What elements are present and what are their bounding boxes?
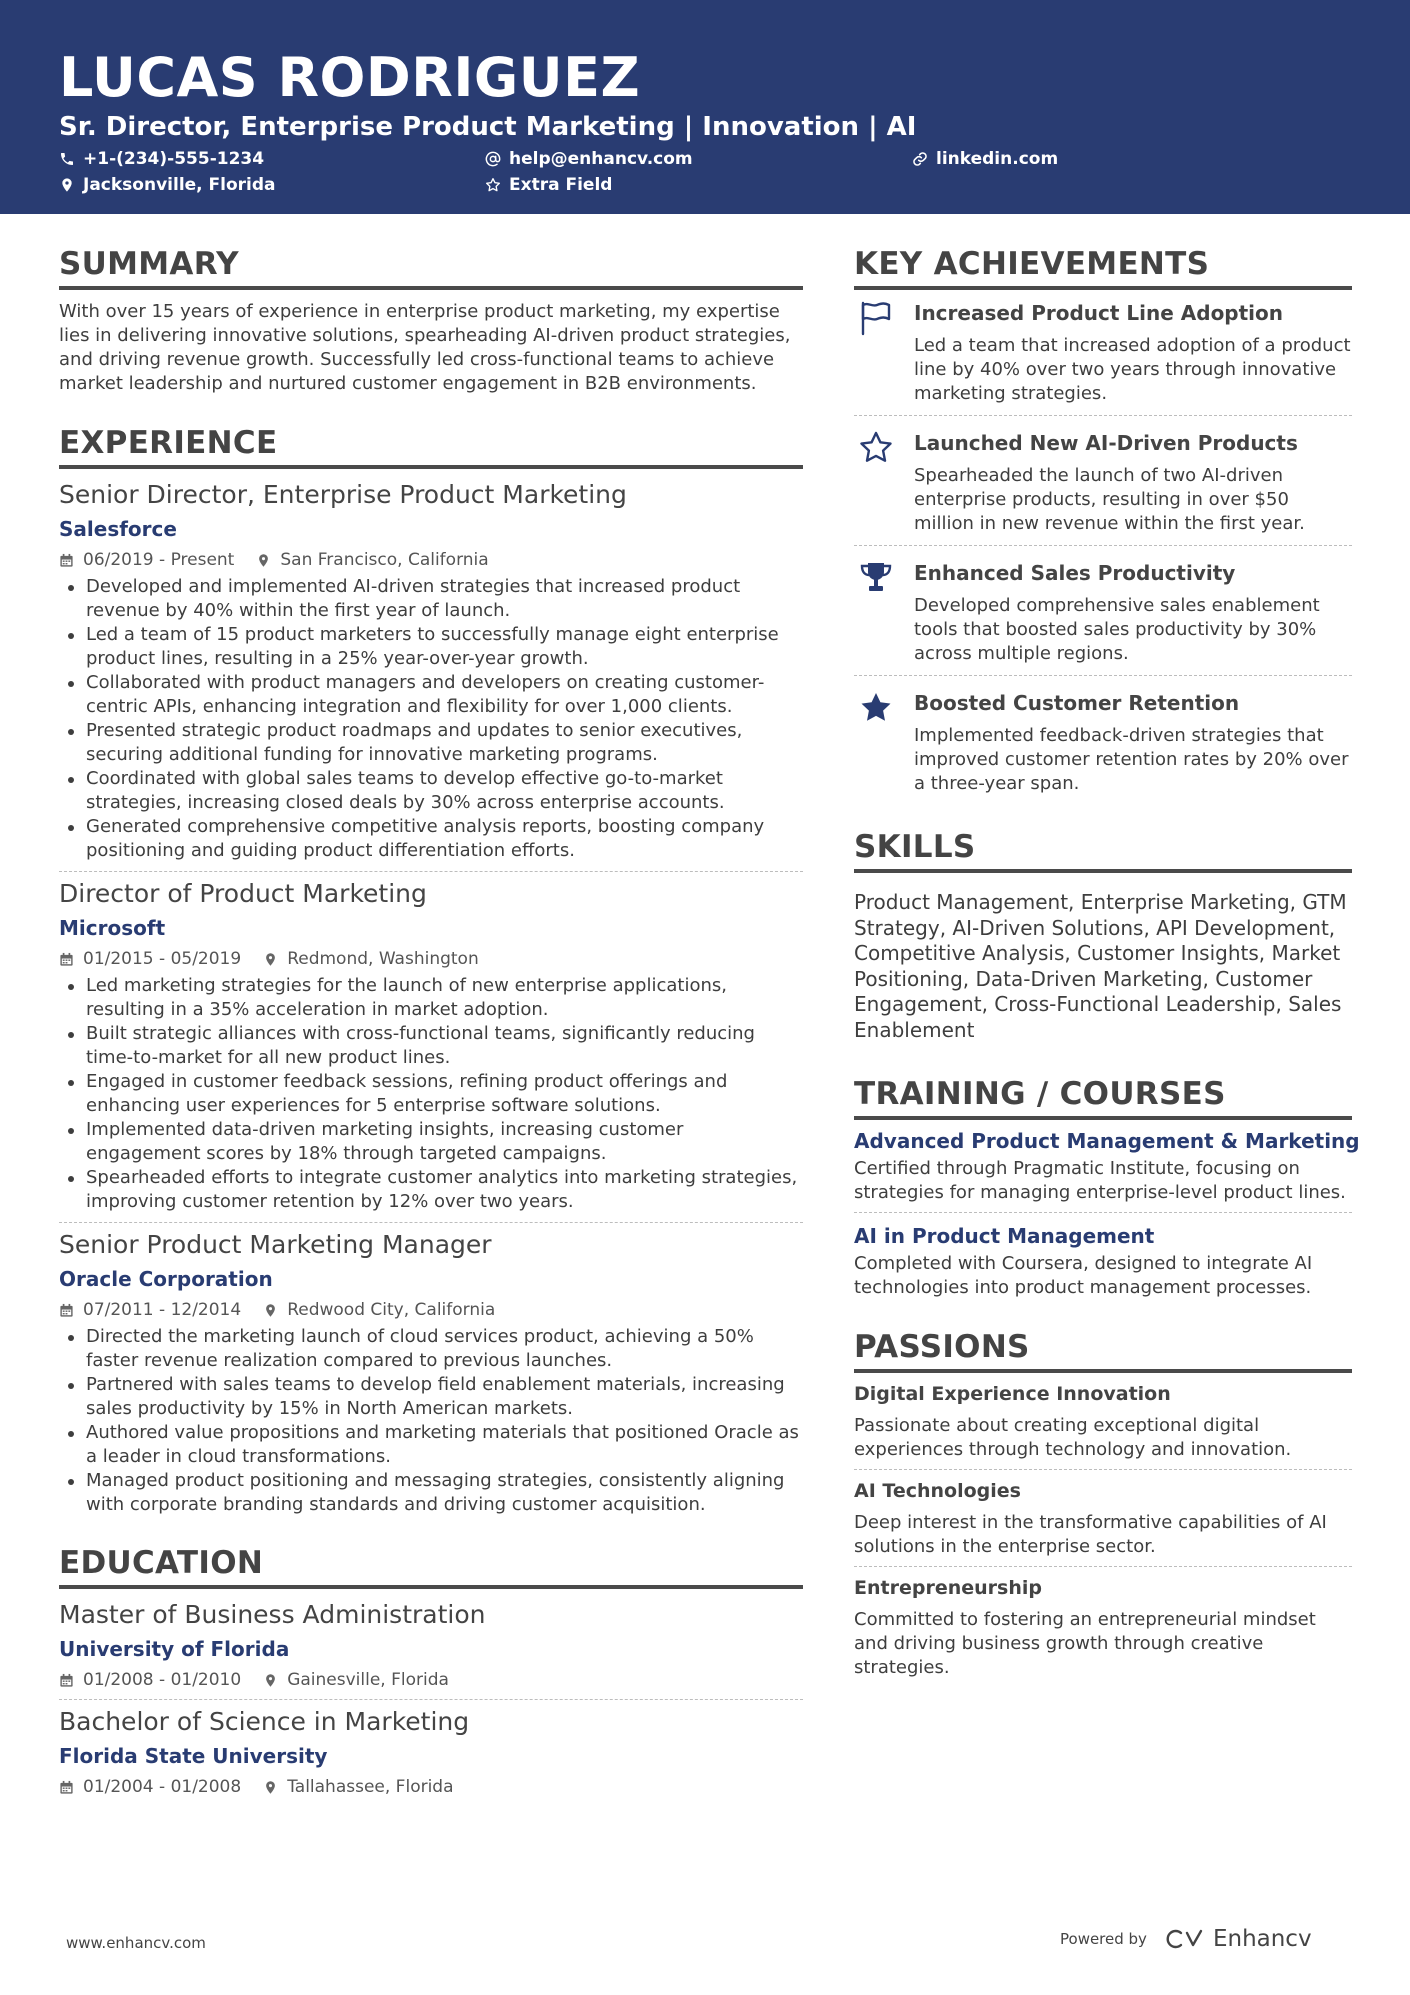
contact-phone [59,148,264,170]
location-pin-icon [59,177,75,193]
achievement-desc: Spearheaded the launch of two AI-driven enterprise products, resulting in over $50 million in new revenue within the first year. [914,465,1305,534]
contact-link[interactable] [912,148,1058,170]
job-meta [59,549,803,571]
experience-item [59,479,803,863]
passion-title: AI Technologies [854,1480,1021,1502]
left-column [59,246,803,1798]
star-filled-icon [858,690,894,726]
job-bullets [59,974,803,1214]
job-bullet: Coordinated with global sales teams to develop effective go-to-market strategies, increasing closed deals by 30% across enterprise accounts. [59,767,803,815]
course-desc: Completed with Coursera, designed to integrate AI technologies into product management processes. [854,1253,1313,1298]
phone-icon [59,151,75,167]
divider [854,1469,1352,1470]
job-bullet: Implemented data-driven marketing insights, increasing customer engagement scores by 18% through targeted campaigns. [59,1118,803,1166]
education-dates: 01/2004 - 01/2008 [83,1777,242,1797]
job-bullet: Presented strategic product roadmaps and updates to senior executives, securing additional funding for innovative marketing programs. [59,719,803,767]
job-dates: 06/2019 - Present [83,550,235,570]
education-location: Tallahassee, Florida [287,1777,454,1797]
company-name: Salesforce [59,517,177,541]
achievement-desc: Implemented feedback-driven strategies that improved customer retention rates by 20% over a three-year span. [914,725,1349,794]
course-item [854,1223,1352,1300]
achievement-item [854,546,1352,675]
contact-location [59,174,276,196]
course-title: AI in Product Management [854,1224,1155,1248]
job-meta [59,948,803,970]
course-title: Advanced Product Management & Marketing [854,1129,1360,1153]
flag-icon [858,300,894,336]
training-title: TRAINING / COURSES [854,1076,1352,1120]
passions-title: PASSIONS [854,1329,1352,1373]
star-outline-icon [485,177,501,193]
skills-title: SKILLS [854,829,1352,873]
skills-text: Product Management, Enterprise Marketing, GTM Strategy, AI-Driven Solutions, API Development, Competitive Analysis, Customer Insights, Market Positioning, Data-Driven Marketing, Customer Engagement, Cross-Functional Leadership, Sales Enablement [854,890,1347,1042]
candidate-headline: Sr. Director, Enterprise Product Marketing | Innovation | AI [59,112,917,142]
degree-name: Master of Business Administration [59,1600,486,1629]
job-location: Redmond, Washington [287,949,479,969]
right-column [854,246,1360,1680]
achievement-item [854,290,1352,415]
education-item [59,1706,803,1798]
job-title: Senior Product Marketing Manager [59,1230,492,1259]
footer-website[interactable]: www.enhancv.com [66,1934,206,1952]
contact-email[interactable] [485,148,693,170]
divider [854,1566,1352,1567]
education-meta [59,1776,803,1798]
calendar-icon [59,553,74,568]
location-pin-icon [263,1780,278,1795]
degree-name: Bachelor of Science in Marketing [59,1707,470,1736]
calendar-icon [59,1303,74,1318]
achievement-desc: Led a team that increased adoption of a product line by 40% over two years through innovative marketing strategies. [914,335,1351,404]
education-meta [59,1669,803,1691]
location-pin-icon [263,952,278,967]
link-text[interactable]: linkedin.com [936,149,1059,169]
job-bullet: Generated comprehensive competitive analysis reports, boosting company positioning and guiding product differentiation efforts. [59,815,803,863]
job-bullet: Engaged in customer feedback sessions, refining product offerings and enhancing user experiences for 5 enterprise software solutions. [59,1070,803,1118]
job-title: Senior Director, Enterprise Product Marketing [59,480,627,509]
education-location: Gainesville, Florida [287,1670,449,1690]
resume-header [0,0,1410,214]
achievement-title: Enhanced Sales Productivity [914,561,1236,585]
education-item [59,1599,803,1691]
job-bullet: Authored value propositions and marketing materials that positioned Oracle as a leader in cloud transformations. [59,1421,803,1469]
job-bullet: Spearheaded efforts to integrate customer analytics into marketing strategies, improving customer retention by 12% over two years. [59,1166,803,1214]
job-location: San Francisco, California [280,550,489,570]
job-bullet: Directed the marketing launch of cloud services product, achieving a 50% faster revenue realization compared to previous launches. [59,1325,803,1373]
school-name: University of Florida [59,1637,290,1661]
achievements-title: KEY ACHIEVEMENTS [854,246,1352,290]
location-text: Jacksonville, Florida [83,175,276,195]
job-location: Redwood City, California [287,1300,496,1320]
location-pin-icon [263,1303,278,1318]
experience-item [59,878,803,1214]
passion-desc: Deep interest in the transformative capabilities of AI solutions in the enterprise sector. [854,1512,1327,1557]
passion-desc: Committed to fostering an entrepreneurial mindset and driving business growth through creative strategies. [854,1609,1316,1678]
achievement-title: Increased Product Line Adoption [914,301,1284,325]
job-bullet: Led marketing strategies for the launch of new enterprise applications, resulting in a 35% acceleration in market adoption. [59,974,803,1022]
job-bullet: Collaborated with product managers and developers on creating customer-centric APIs, enhancing integration and flexibility for over 1,000 clients. [59,671,803,719]
education-title: EDUCATION [59,1545,803,1589]
extra-field-text: Extra Field [509,175,613,195]
trophy-icon [858,560,894,596]
location-pin-icon [256,553,271,568]
brand-logo[interactable] [1161,1926,1312,1952]
email-text[interactable]: help@enhancv.com [509,149,693,169]
at-icon [485,151,501,167]
divider [59,871,803,872]
job-dates: 07/2011 - 12/2014 [83,1300,242,1320]
summary-title: SUMMARY [59,246,803,290]
calendar-icon [59,1780,74,1795]
experience-title: EXPERIENCE [59,425,803,469]
phone-text: +1-(234)-555-1234 [83,149,265,169]
job-bullet: Built strategic alliances with cross-functional teams, significantly reducing time-to-market for all new product lines. [59,1022,803,1070]
job-bullet: Led a team of 15 product marketers to successfully manage eight enterprise product lines, resulting in a 25% year-over-year growth. [59,623,803,671]
divider [59,1222,803,1223]
achievement-title: Boosted Customer Retention [914,691,1240,715]
job-bullet: Managed product positioning and messaging strategies, consistently aligning with corporate branding standards and driving customer acquisition. [59,1469,803,1517]
passion-title: Entrepreneurship [854,1577,1042,1599]
divider [854,1212,1352,1213]
powered-by-text: Powered by [1060,1930,1147,1948]
experience-item [59,1229,803,1517]
achievement-item [854,676,1352,805]
passion-desc: Passionate about creating exceptional digital experiences through technology and innovation. [854,1415,1292,1460]
calendar-icon [59,1673,74,1688]
summary-text: With over 15 years of experience in enterprise product marketing, my expertise lies in delivering innovative solutions, spearheading AI-driven product strategies, and driving revenue growth. Successfully led cross-functional teams to achieve market leadership and nurtured customer engagement in B2B environments. [59,301,791,394]
passion-title: Digital Experience Innovation [854,1383,1171,1405]
education-dates: 01/2008 - 01/2010 [83,1670,242,1690]
school-name: Florida State University [59,1744,328,1768]
passion-item [854,1382,1352,1462]
company-name: Oracle Corporation [59,1267,273,1291]
job-bullet: Partnered with sales teams to develop field enablement materials, increasing sales productivity by 15% in North American markets. [59,1373,803,1421]
job-meta [59,1299,803,1321]
passion-item [854,1479,1352,1559]
job-bullet: Developed and implemented AI-driven strategies that increased product revenue by 40% within the first year of launch. [59,575,803,623]
achievement-item [854,416,1352,545]
brand-name: Enhancv [1212,1926,1312,1952]
enhancv-logo-icon [1161,1927,1207,1951]
job-bullets [59,575,803,863]
job-dates: 01/2015 - 05/2019 [83,949,242,969]
calendar-icon [59,952,74,967]
job-bullets [59,1325,803,1517]
company-name: Microsoft [59,916,166,940]
achievement-title: Launched New AI-Driven Products [914,431,1298,455]
footer-branding [1060,1926,1312,1952]
passion-item [854,1576,1352,1680]
location-pin-icon [263,1673,278,1688]
job-title: Director of Product Marketing [59,879,427,908]
course-item [854,1128,1360,1205]
link-icon [912,151,928,167]
contact-extra [485,174,612,196]
divider [59,1699,803,1700]
course-desc: Certified through Pragmatic Institute, focusing on strategies for managing enterprise-level product lines. [854,1158,1346,1203]
candidate-name: LUCAS RODRIGUEZ [59,46,641,109]
achievement-desc: Developed comprehensive sales enablement tools that boosted sales productivity by 30% across multiple regions. [914,595,1320,664]
star-outline-icon [858,430,894,466]
